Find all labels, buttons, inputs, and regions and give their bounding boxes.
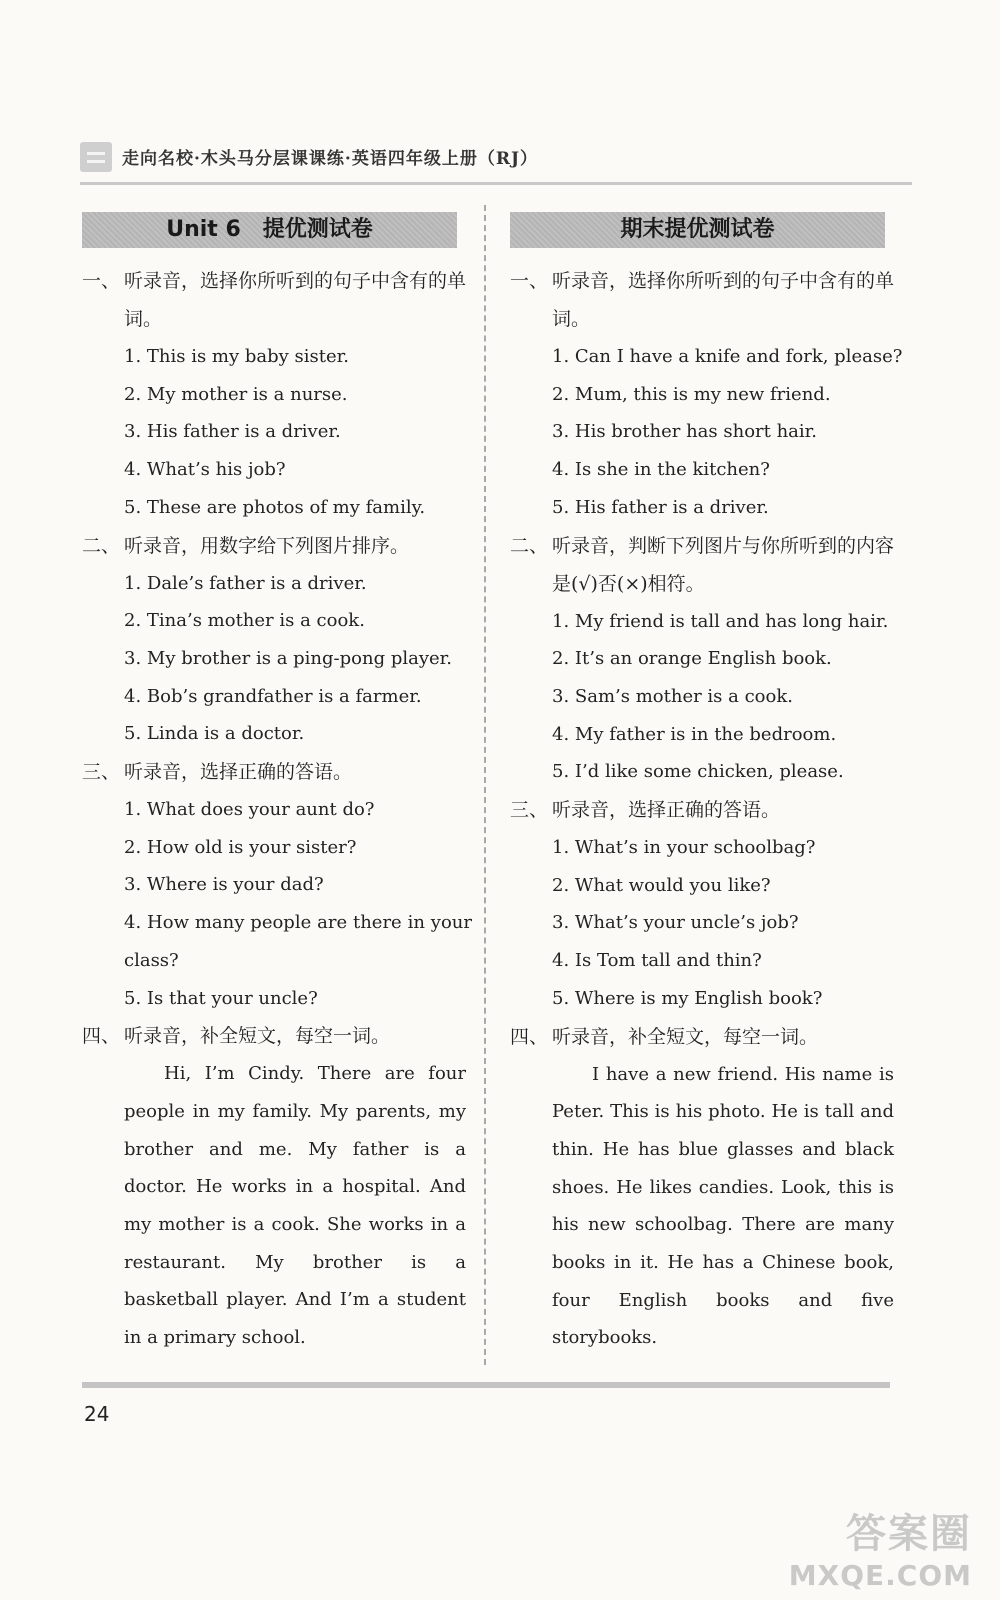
list-item: 1. My friend is tall and has long hair.: [552, 610, 889, 632]
list-item: 5. I’d like some chicken, please.: [552, 761, 844, 783]
right-section-3: [510, 791, 900, 1018]
right-section-2: [510, 527, 900, 792]
section-instruction: 听录音，补全短文，每空一词。: [124, 1025, 391, 1048]
running-header: [80, 140, 912, 185]
left-section-2: [82, 527, 472, 754]
column-divider: [484, 205, 486, 1365]
section-number: 三、: [82, 761, 121, 784]
section-instruction: 听录音，选择你所听到的句子中含有的单词。: [552, 270, 895, 330]
right-section-4: [510, 1018, 900, 1358]
section-number: 一、: [82, 270, 121, 292]
list-item: 5. Linda is a doctor.: [124, 723, 305, 745]
list-item: 4. Is she in the kitchen?: [552, 459, 770, 481]
section-number: 四、: [82, 1025, 121, 1048]
list-item: 2. It’s an orange English book.: [552, 648, 832, 670]
list-item: 2. Mum, this is my new friend.: [552, 383, 831, 405]
right-column: [510, 212, 903, 1357]
list-item: 3. My brother is a ping-pong player.: [124, 647, 453, 669]
section-instruction: 听录音，选择你所听到的句子中含有的单词。: [124, 270, 467, 330]
list-item: 5. His father is a driver.: [552, 496, 769, 518]
section-instruction: 听录音，选择正确的答语。: [124, 761, 353, 784]
list-item: 3. His brother has short hair.: [552, 421, 818, 443]
section-instruction: 听录音，用数字给下列图片排序。: [124, 534, 410, 557]
list-item: 3. Where is your dad?: [124, 874, 324, 896]
section-number: 二、: [510, 534, 549, 557]
section-instruction: 听录音，补全短文，每空一词。: [552, 1025, 819, 1048]
list-item: 3. Sam’s mother is a cook.: [552, 685, 793, 707]
page-number: 24: [84, 1402, 110, 1426]
list-item: 4. How many people are there in your class?: [124, 912, 472, 971]
list-item: 1. Can I have a knife and fork, please?: [552, 346, 903, 367]
section-number: 二、: [82, 534, 121, 557]
watermark-logo: [782, 1502, 972, 1592]
list-item: 5. Is that your uncle?: [124, 987, 318, 1009]
list-item: 1. Dale’s father is a driver.: [124, 572, 367, 594]
left-column: [82, 212, 472, 1357]
right-title: 期末提优测试卷: [510, 212, 885, 248]
list-item: 4. What’s his job?: [124, 459, 286, 481]
list-item: 2. What would you like?: [552, 874, 771, 896]
list-item: 1. What’s in your schoolbag?: [552, 837, 816, 859]
left-section-4: [82, 1017, 472, 1357]
section-number: 四、: [510, 1025, 549, 1048]
list-item: 2. Tina’s mother is a cook.: [124, 610, 365, 632]
list-item: 1. This is my baby sister.: [124, 346, 350, 367]
left-section-3: [82, 753, 472, 1017]
section-number: 三、: [510, 799, 549, 822]
watermark-text-bottom: MXQE.COM: [788, 1559, 972, 1592]
list-item: 4. Bob’s grandfather is a farmer.: [124, 685, 422, 707]
list-item: 3. His father is a driver.: [124, 421, 341, 443]
list-item: 5. These are photos of my family.: [124, 496, 426, 518]
watermark-text-top: 答案圈: [846, 1511, 972, 1557]
header-title: 走向名校·木头马分层课课练·英语四年级上册（RJ）: [122, 149, 539, 169]
list-item: 2. My mother is a nurse.: [124, 383, 348, 405]
book-icon: [80, 142, 112, 172]
cloze-passage: Hi, I’m Cindy. There are four people in my family. My parents, my brother and me. My father is a doctor. He works in a hospital. And my mother is a cook. She works in a restaurant. My brother is a basketball player. And I’m a student in a primary school.: [124, 1063, 466, 1349]
left-section-1: [82, 262, 472, 527]
left-title: Unit 6 提优测试卷: [82, 212, 457, 248]
right-section-1: [510, 262, 903, 527]
section-instruction: 听录音，选择正确的答语。: [552, 799, 781, 822]
section-instruction: 听录音，判断下列图片与你所听到的内容是(√)否(×)相符。: [552, 534, 895, 595]
footer-rule: [82, 1382, 890, 1388]
list-item: 3. What’s your uncle’s job?: [552, 912, 799, 934]
list-item: 2. How old is your sister?: [124, 836, 357, 858]
cloze-passage: I have a new friend. His name is Peter. This is his photo. He is tall and thin. He has blue glasses and black shoes. He likes candies. Look, this is his new schoolbag. There are many books in it. He has a Chinese book, four English books and five storybooks.: [552, 1063, 894, 1349]
list-item: 4. Is Tom tall and thin?: [552, 950, 762, 972]
section-number: 一、: [510, 270, 549, 292]
list-item: 5. Where is my English book?: [552, 987, 823, 1009]
list-item: 4. My father is in the bedroom.: [552, 723, 837, 745]
list-item: 1. What does your aunt do?: [124, 799, 375, 821]
